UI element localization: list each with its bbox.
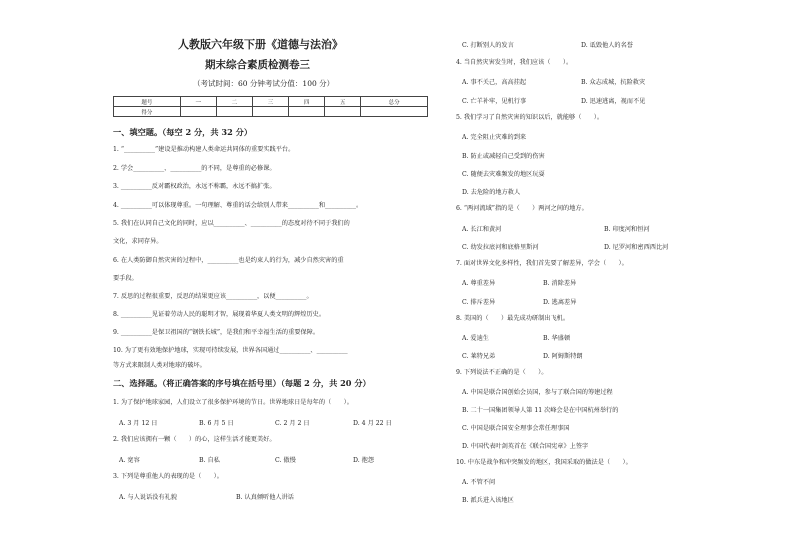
choice-question: 2. 我们应该拥有一颗（ ）的心，这样生活才能更美好。 (113, 436, 276, 443)
choice-option: D. 去危险的地方救人 (462, 189, 521, 196)
score-header-cell: 五 (325, 97, 361, 107)
choice-option: C. 亡羊补牢，见机行事 (462, 98, 527, 105)
choice-option: C. 中国是联合国安全理事会常任理事国 (462, 425, 570, 432)
choice-option: A. 不管不问 (462, 479, 496, 486)
choice-question: 5. 我们学习了自然灾害的知识以后，就能够（ ）。 (456, 114, 604, 121)
choice-option: B. 自私 (199, 457, 220, 464)
choice-option: C. 打断别人的发言 (462, 42, 514, 49)
fill-question: 2. 学会__________、__________的不同，是尊重的必修课。 (113, 165, 276, 172)
exam-info: （考试时间：60 分钟考试分值：100 分） (193, 79, 335, 88)
fill-question: 1. “__________”建设是推动构建人类命运共同体的重要实践平台。 (113, 146, 295, 153)
choice-option: B. 华盛顿 (543, 335, 571, 342)
score-cell[interactable] (216, 107, 252, 117)
section2-heading: 二、选择题。（将正确答案的序号填在括号里）（每题 2 分，共 20 分） (113, 378, 371, 388)
choice-option: D. 尼罗河和密西西比河 (604, 244, 669, 251)
choice-option: A. 爱迪生 (462, 335, 489, 342)
score-cell[interactable] (325, 107, 361, 117)
choice-option: A. 3 月 12 日 (119, 420, 158, 427)
choice-option: D. 诋毁他人的名誉 (581, 42, 633, 49)
choice-question: 3. 下列是尊重他人的表现的是（ ）。 (113, 473, 223, 480)
choice-option: B. 消除差异 (543, 280, 577, 287)
fill-question: 5. 我们在认同自己文化的同时，应以__________、__________的态度对待不同于我们的 (113, 220, 350, 227)
choice-option: B. 印度河和恒河 (604, 226, 650, 233)
choice-option: B. 派兵进入该地区 (462, 497, 514, 504)
score-header-cell: 四 (289, 97, 325, 107)
choice-question: 7. 面对世界文化多样性，我们首先要了解差异，学会（ ）。 (456, 260, 628, 267)
choice-option: B. 防止或减轻自己受到的伤害 (462, 153, 545, 160)
fill-question: 9. __________是保卫祖国的“钢铁长城”，是我们和平幸福生活的重要保障。 (113, 329, 320, 336)
score-cell[interactable] (252, 107, 288, 117)
choice-option: A. 宽容 (119, 457, 140, 464)
choice-option: C. 2 月 2 日 (275, 420, 310, 427)
choice-option: D. 4 月 22 日 (353, 420, 392, 427)
score-row-label: 得分 (114, 107, 181, 117)
fill-question: 7. 反思的过程很重要，反思的结果更应该__________，以便__________。 (113, 293, 313, 300)
choice-option: D. 逃离差异 (543, 299, 577, 306)
choice-option: A. 尊重差异 (462, 280, 496, 287)
fill-question: 文化，求同存异。 (113, 238, 163, 245)
choice-question: 1. 为了保护地球家园，人们设立了很多保护环境的节日。世界地球日是每年的（ ）。 (113, 399, 353, 406)
score-header-cell: 总分 (361, 97, 428, 107)
score-header-cell: 题号 (114, 97, 181, 107)
choice-option: B. 众志成城，抗险救灾 (581, 79, 646, 86)
fill-question: 10. 为了更有效地保护地球，实现可持续发展，世界各国通过__________、__________ (113, 347, 348, 354)
choice-option: D. 阿姆斯特朗 (543, 353, 583, 360)
choice-question: 8. 美国的（ ）最先成功研制出飞机。 (456, 315, 570, 322)
choice-option: D. 抱怨 (353, 457, 375, 464)
exam-subtitle: 期末综合素质检测卷三 (205, 59, 310, 71)
choice-option: D. 中国代表叶剑英首在《联合国宪章》上签字 (462, 443, 589, 450)
choice-option: A. 与人说话没有礼貌 (119, 494, 177, 501)
score-cell[interactable] (180, 107, 216, 117)
choice-question: 10. 中东是战争和冲突频发的地区，我国采取的做法是（ ）。 (456, 459, 632, 466)
choice-option: B. 二十一国集团领导人第 11 次峰会是在中国杭州举行的 (462, 407, 619, 414)
score-table (113, 96, 428, 117)
choice-option: A. 事不关己，高高挂起 (462, 79, 527, 86)
choice-option: C. 幼发拉底河和底格里斯河 (462, 244, 539, 251)
exam-title: 人教版六年级下册《道德与法治》 (178, 38, 343, 51)
choice-option: D. 迅速逃离，视而不见 (581, 98, 646, 105)
fill-question: 要手段。 (113, 275, 138, 282)
choice-option: A. 中国是联合国创始会员国，参与了联合国的筹建过程 (462, 389, 613, 396)
choice-option: C. 傲慢 (275, 457, 296, 464)
score-header-cell: 二 (216, 97, 252, 107)
choice-option: C. 莱特兄弟 (462, 353, 496, 360)
fill-question: 8. __________见证着劳动人民的聪明才智，展现着华夏人类文明的辉煌历史。 (113, 311, 326, 318)
choice-option: B. 6 月 5 日 (199, 420, 234, 427)
fill-question: 4. __________可以体现尊重。一句理解、尊重的话会给别人带来__________和__________。 (113, 202, 363, 209)
choice-question: 9. 下列说法不正确的是（ ）。 (456, 369, 548, 376)
score-header-cell: 一 (180, 97, 216, 107)
choice-question: 6. “两河流域”指的是（ ）两河之间的地方。 (456, 205, 588, 212)
score-cell[interactable] (289, 107, 325, 117)
choice-option: A. 完全阻止灾难的到来 (462, 134, 527, 141)
fill-question: 等方式来限制人类对地球的破坏。 (113, 362, 206, 369)
choice-question: 4. 当自然灾害发生时，我们应该（ ）。 (456, 59, 573, 66)
choice-option: A. 长江和黄河 (462, 226, 502, 233)
section1-heading: 一、填空题。（每空 2 分，共 32 分） (113, 127, 253, 137)
score-cell[interactable] (361, 107, 428, 117)
choice-option: C. 排斥差异 (462, 299, 496, 306)
choice-option: B. 认真倾听他人讲话 (236, 494, 294, 501)
choice-option: C. 随便去灾难频发的地区玩耍 (462, 171, 545, 178)
fill-question: 3. __________反对霸权政治，永远不称霸，永远不搞扩张。 (113, 183, 276, 190)
fill-question: 6. 在人类防御自然灾害的过程中，__________也是约束人的行为，减少自然灾害的重 (113, 257, 344, 264)
score-header-cell: 三 (252, 97, 288, 107)
